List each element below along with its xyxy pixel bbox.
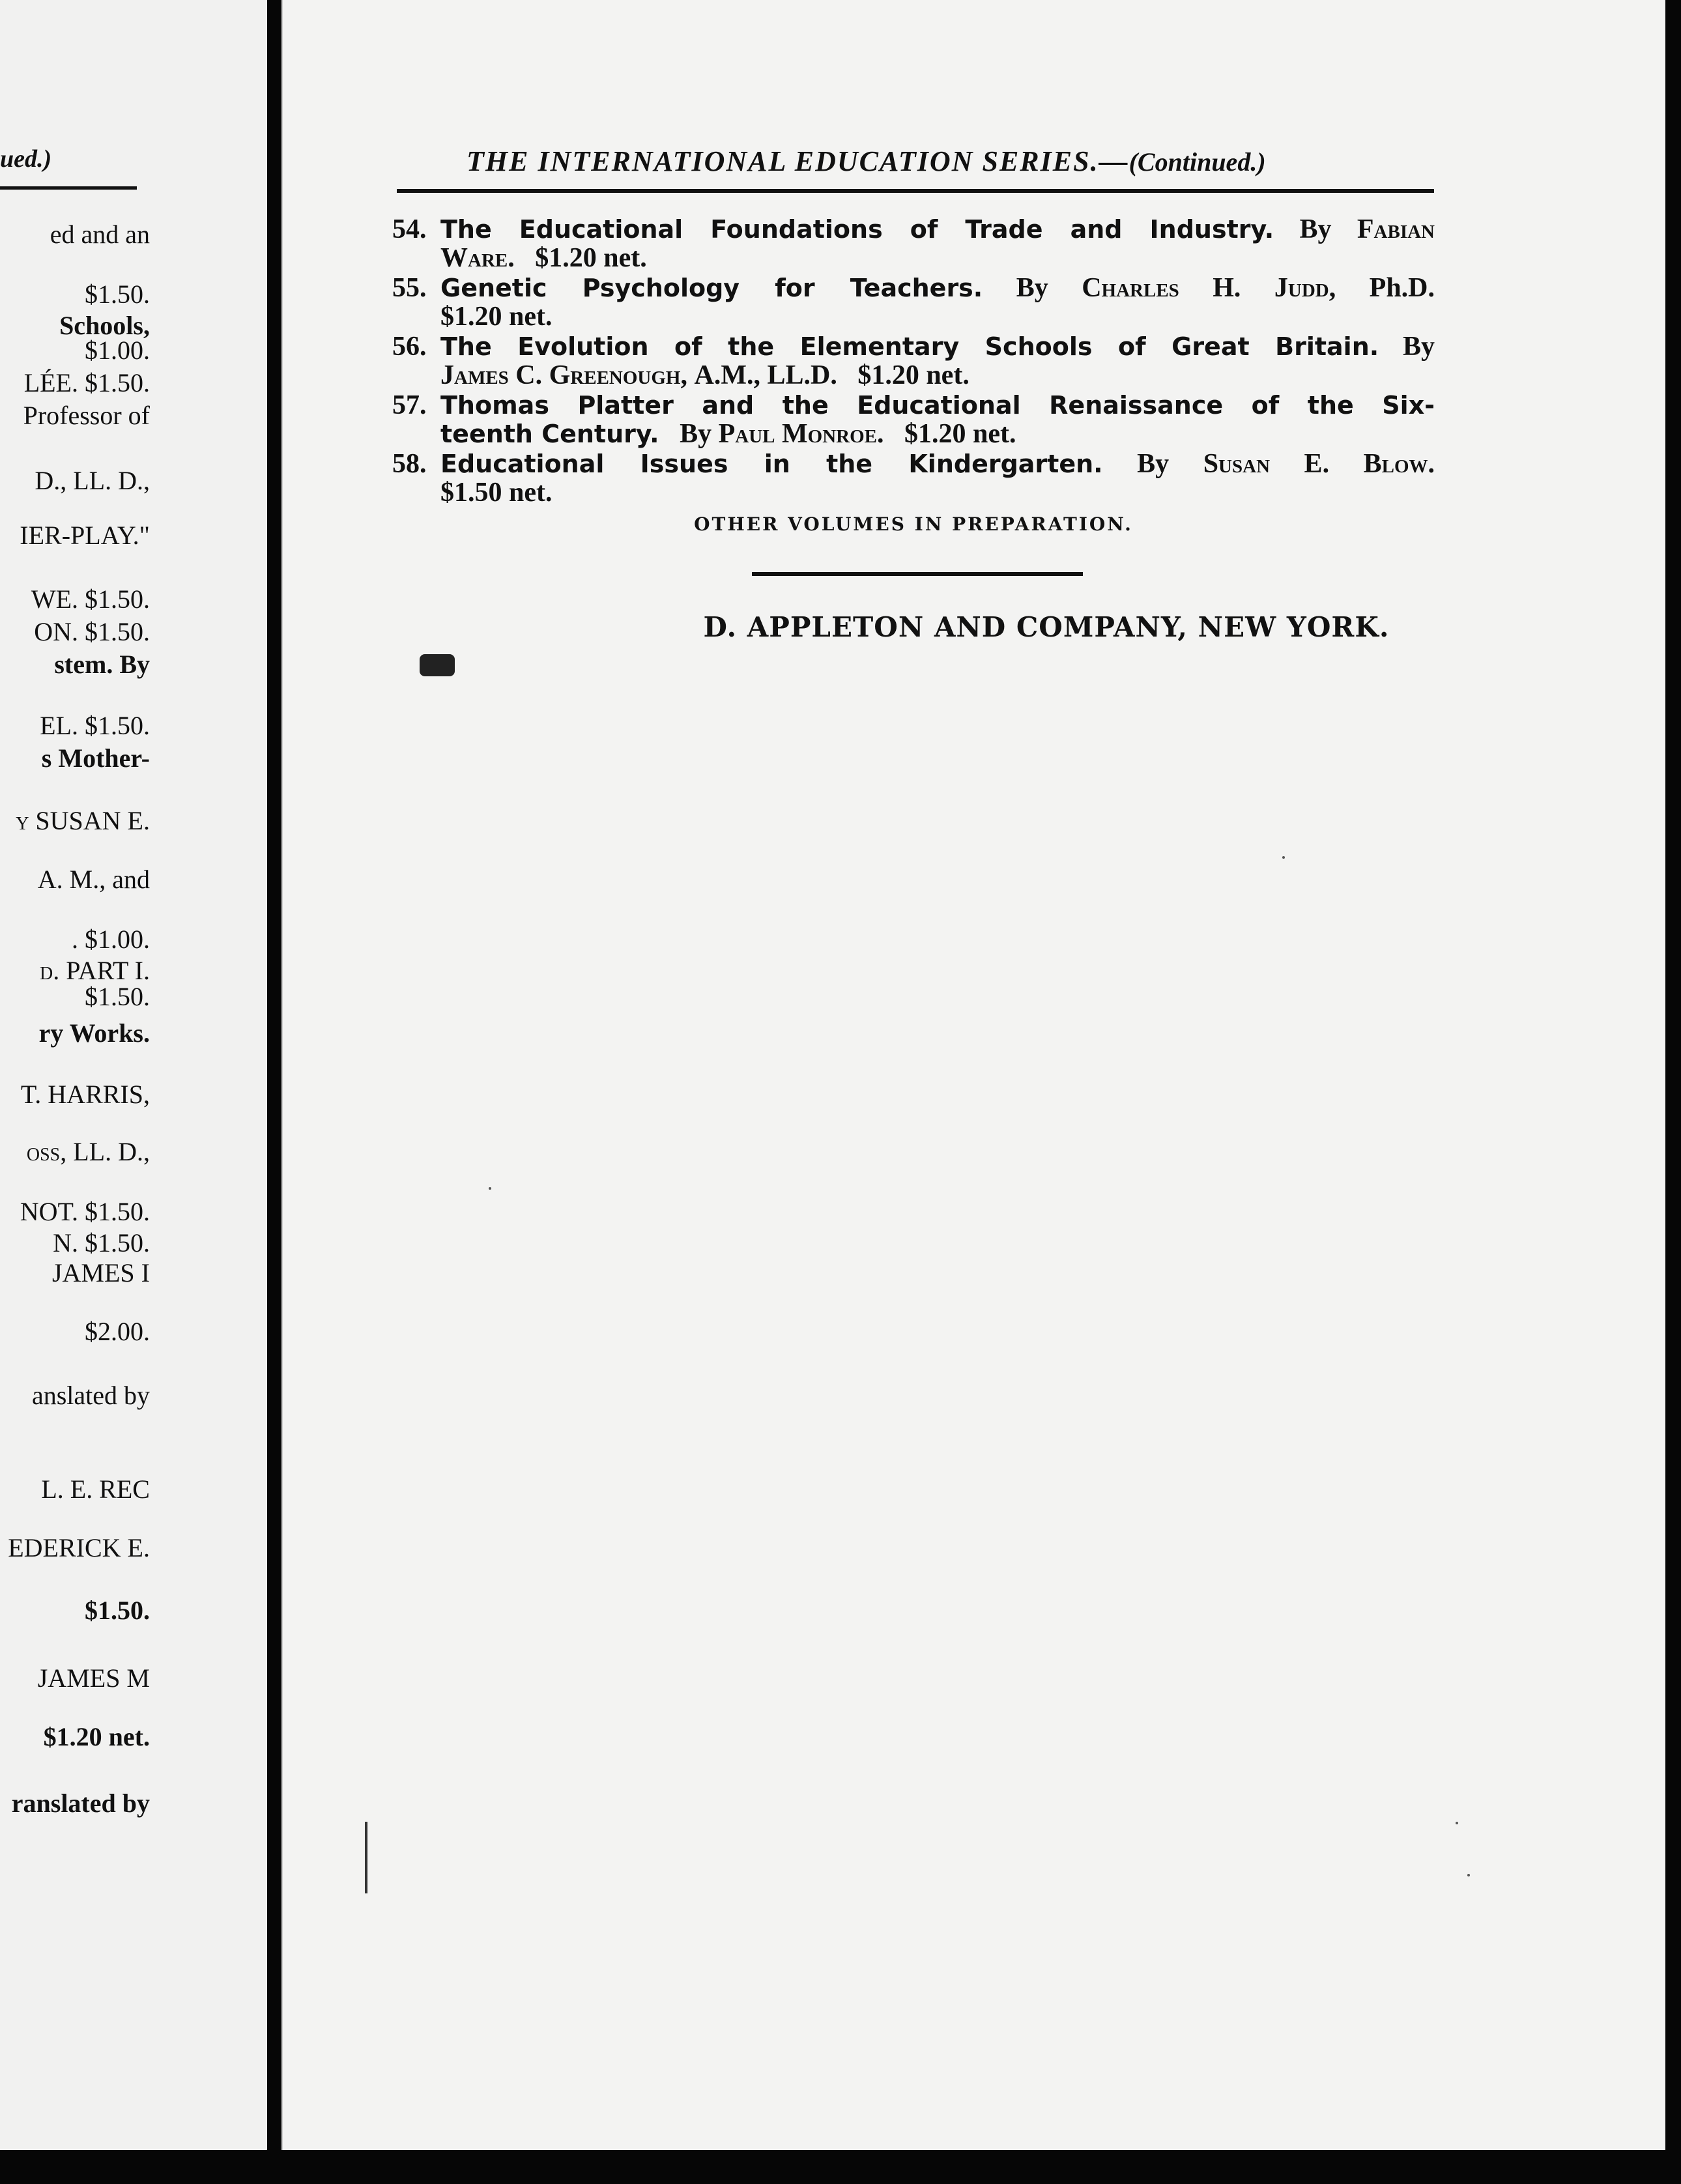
speck (1456, 1822, 1458, 1824)
entry-line (440, 361, 1435, 390)
entry-by: By (1402, 332, 1435, 362)
left-page-line: $1.00. (85, 336, 150, 365)
other-volumes-note: OTHER VOLUMES IN PREPARATION. (694, 513, 1133, 535)
list-item (392, 215, 1435, 272)
short-rule (752, 572, 1083, 576)
left-page-line: anslated by (31, 1381, 150, 1410)
entry-author: Ware. (440, 243, 515, 273)
entry-list (392, 214, 1435, 535)
left-page-line: s Mother- (41, 743, 150, 773)
speck (1282, 856, 1285, 859)
left-page-line: EDERICK E. (8, 1533, 150, 1562)
left-page-line: $1.50. (85, 280, 150, 309)
left-page-line: Schools, (59, 311, 150, 340)
entry-title: Thomas Platter and the Educational Renaissance of the Six- (440, 391, 1435, 420)
left-page-line: T. HARRIS, (20, 1080, 150, 1109)
entry-number: 55. (392, 273, 427, 303)
entry-title-continued: teenth Century. (440, 420, 659, 448)
entry-line (440, 244, 1435, 272)
left-page-line: D., LL. D., (35, 466, 150, 495)
left-page-line: IER-PLAY." (20, 521, 150, 550)
entry-price: $1.20 net. (440, 302, 553, 332)
left-page-line: ed and an (50, 220, 150, 249)
left-page-line: y SUSAN E. (16, 806, 150, 835)
entry-title: The Evolution of the Elementary Schools of Great Britain. (440, 332, 1379, 361)
left-page-line: L. E. REC (41, 1474, 150, 1504)
left-page-line: ry Works. (38, 1018, 150, 1048)
right-page (281, 0, 1665, 2150)
entry-number: 56. (392, 332, 427, 362)
entry-line (440, 332, 1435, 361)
entry-line (440, 420, 1435, 448)
publisher-imprint: D. APPLETON AND COMPANY, NEW YORK. (703, 611, 1390, 643)
left-page-line: N. $1.50. (53, 1228, 150, 1257)
entry-number: 54. (392, 214, 427, 244)
entry-price: $1.20 net. (535, 243, 647, 273)
running-head-title: THE INTERNATIONAL EDUCATION SERIES.— (467, 145, 1129, 177)
entry-line (440, 302, 1435, 331)
left-page-line: stem. By (54, 650, 150, 679)
binding-mark (365, 1822, 367, 1893)
left-page-line: oss, LL. D., (26, 1137, 150, 1166)
left-page-line: d. PART I. (40, 956, 150, 985)
left-page-line: Professor of (23, 401, 150, 430)
left-page-line: $1.20 net. (43, 1722, 150, 1751)
left-page-line: JAMES M (37, 1663, 150, 1693)
entry-by: By (1016, 273, 1048, 303)
entry-author: Fabian (1357, 214, 1435, 244)
entry-number: 58. (392, 449, 427, 479)
entry-degree: Ph.D. (1369, 273, 1435, 303)
entry-line (440, 450, 1435, 478)
left-page-line: A. M., and (37, 865, 150, 894)
entry-by: By (1137, 449, 1170, 479)
left-page-line: EL. $1.50. (40, 711, 150, 740)
list-item (392, 332, 1435, 390)
entry-author: Susan E. Blow. (1203, 449, 1435, 479)
left-page-line: LÉE. $1.50. (23, 368, 150, 397)
running-head (467, 145, 1626, 178)
entry-line (440, 274, 1435, 302)
entry-line (440, 215, 1435, 244)
entry-title: Genetic Psychology for Teachers. (440, 274, 983, 302)
left-running-head: ued.) (0, 145, 52, 173)
left-page-line: JAMES I (51, 1258, 150, 1287)
ink-stamp-mark (420, 654, 455, 676)
entry-line (440, 391, 1435, 420)
entry-title: Educational Issues in the Kindergarten. (440, 450, 1103, 478)
entry-author: Paul Monroe. (718, 419, 884, 449)
left-page-line: ranslated by (11, 1789, 150, 1818)
speck (1467, 1874, 1470, 1876)
entry-by: By (680, 419, 712, 449)
left-head-rule (0, 186, 137, 190)
entry-price: $1.20 net. (904, 419, 1016, 449)
entry-author: Charles H. Judd, (1082, 273, 1336, 303)
left-page-line: $2.00. (85, 1317, 150, 1346)
entry-line (440, 478, 1435, 507)
entry-degree: A.M., LL.D. (694, 360, 837, 390)
head-rule (397, 189, 1434, 193)
left-page-line: $1.50. (85, 1596, 150, 1625)
entry-by: By (1299, 214, 1332, 244)
list-item (392, 391, 1435, 448)
running-head-continued: (Continued.) (1128, 147, 1266, 177)
entry-author: James C. Greenough, (440, 360, 687, 390)
left-page-line: . $1.00. (72, 925, 150, 954)
left-page-line: NOT. $1.50. (20, 1197, 150, 1226)
left-page-line: $1.50. (85, 982, 150, 1011)
left-page-line: ON. $1.50. (34, 617, 150, 646)
entry-price: $1.20 net. (857, 360, 970, 390)
list-item (392, 274, 1435, 331)
speck (489, 1187, 491, 1190)
list-item (392, 450, 1435, 507)
entry-title: The Educational Foundations of Trade and Industry. (440, 215, 1274, 244)
entry-number: 57. (392, 390, 427, 420)
left-page-line: WE. $1.50. (31, 584, 150, 614)
left-page-fragment (0, 0, 267, 2150)
entry-price: $1.50 net. (440, 478, 553, 508)
